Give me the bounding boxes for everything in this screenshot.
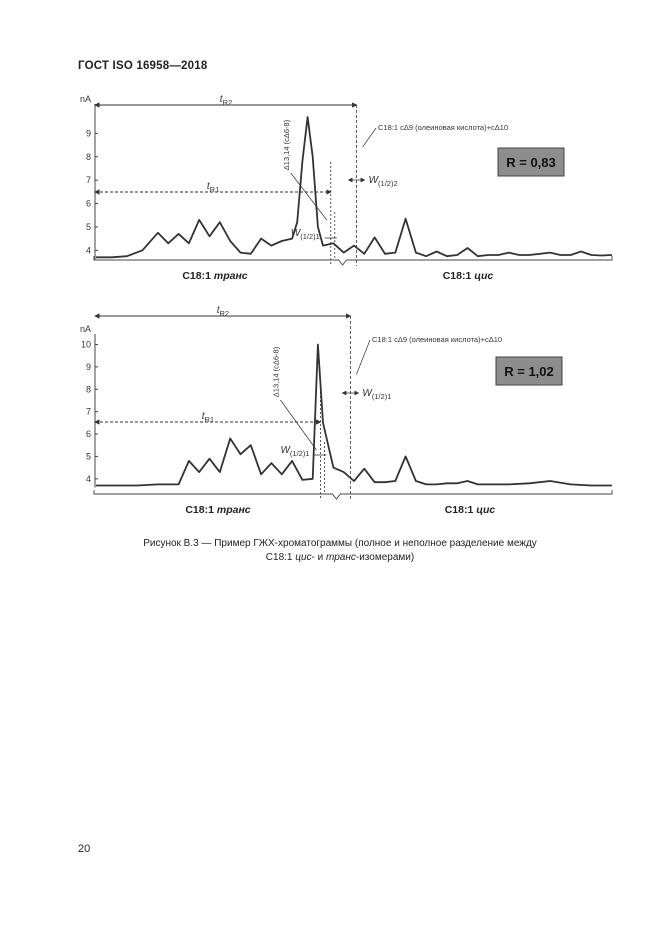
resolution-value: R = 0,83: [506, 155, 556, 170]
document-standard-header: ГОСТ ISO 16958—2018: [78, 60, 208, 72]
group-cis-label: С18:1 цис: [442, 270, 494, 282]
side-peak-label: Δ13,14 (cΔ6-8): [271, 346, 281, 398]
y-tick-label: 8: [85, 384, 91, 395]
y-tick-label: 10: [80, 339, 91, 350]
caption-line-1: Рисунок В.3 — Пример ГЖХ-хроматограммы (полное и неполное разделение между: [143, 538, 537, 549]
group-trans-label: С18:1 транс: [182, 270, 248, 282]
y-tick-label: 9: [85, 361, 91, 372]
side-peak-leader: [291, 173, 327, 220]
resolution-value: R = 1,02: [504, 364, 554, 379]
chromatogram-trace: [96, 117, 612, 257]
y-axis-unit: nA: [79, 324, 91, 334]
group-brace: [94, 256, 612, 265]
tr1-label: $t_{R1}$: [206, 181, 220, 194]
w-left-label: $W_{(1/2)1}$: [280, 445, 310, 458]
y-tick-label: 9: [85, 128, 91, 139]
caption-part: С18:1: [265, 552, 296, 563]
y-tick-label: 7: [85, 175, 91, 186]
y-tick-label: 5: [85, 451, 91, 462]
caption-cis: цис: [295, 552, 312, 563]
tr2-label: $t_{R2}$: [216, 305, 230, 318]
w-right-label: $W_{(1/2)1}$: [362, 388, 392, 401]
caption-part: -изомерами): [355, 552, 415, 563]
side-peak-label: Δ13,14 (cΔ6-8): [281, 119, 291, 171]
y-tick-label: 4: [85, 473, 91, 484]
y-tick-label: 4: [85, 245, 91, 256]
w-left-label: $W_{(1/2)1}$: [290, 228, 320, 241]
peak-compound-label: C18:1 cΔ9 (олеиновая кислота)+cΔ10: [372, 335, 503, 344]
y-tick-label: 5: [85, 221, 91, 232]
group-brace: [94, 490, 612, 499]
figure-caption: [120, 537, 560, 565]
caption-line-2: [120, 551, 560, 565]
y-tick-label: 8: [85, 151, 91, 162]
w-right-label: $W_{(1/2)2}$: [368, 175, 398, 188]
chromatogram-top: [80, 94, 612, 282]
group-trans-label: С18:1 транс: [185, 504, 251, 516]
y-tick-label: 6: [85, 429, 91, 440]
chromatogram-bottom: [80, 305, 612, 516]
caption-trans: транс: [326, 552, 356, 563]
page-number: 20: [78, 843, 91, 855]
y-axis-unit: nA: [79, 94, 91, 104]
side-peak-leader: [280, 400, 316, 450]
tr2-label: $t_{R2}$: [219, 94, 233, 107]
group-cis-label: С18:1 цис: [444, 504, 496, 516]
y-tick-label: 7: [85, 406, 91, 417]
y-tick-label: 6: [85, 198, 91, 209]
tr1-label: $t_{R1}$: [201, 411, 215, 424]
peak-leader-line: [356, 340, 370, 374]
peak-compound-label: C18:1 cΔ9 (олеиновая кислота)+cΔ10: [378, 123, 509, 132]
peak-leader-line: [363, 128, 376, 147]
caption-part: - и: [311, 552, 327, 563]
